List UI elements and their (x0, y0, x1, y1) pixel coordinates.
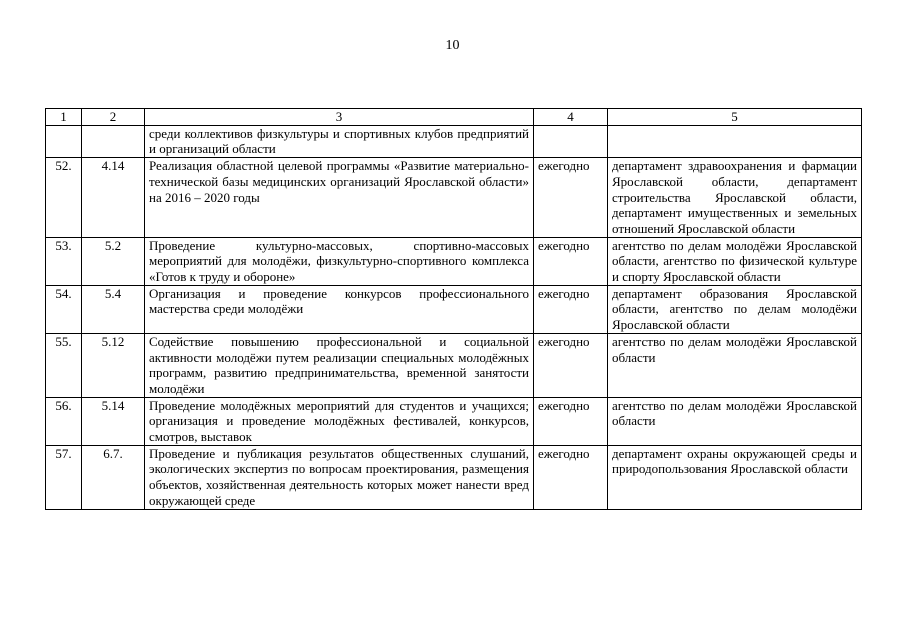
item-code-cell: 5.2 (82, 237, 145, 285)
table-row (46, 285, 862, 333)
period-cell (534, 125, 608, 157)
description-cell: Содействие повышению профессиональной и социальной активности молодёжи путем реализации специальных молодёжных программ, развитию предпринимательства, временной занятости молодёжи (145, 333, 534, 397)
table-row (46, 158, 862, 238)
column-header: 5 (608, 109, 862, 126)
responsible-cell: департамент здравоохранения и фармации Ярославской области, департамент строительства Ярославской области, департамент имущественных и земельных отношений Ярославской области (608, 158, 862, 238)
row-number-cell: 57. (46, 445, 82, 509)
row-number-cell: 52. (46, 158, 82, 238)
description-cell: Реализация областной целевой программы «Развитие материально-технической базы медицинских организаций Ярославской области» на 2016 – 2020 годы (145, 158, 534, 238)
item-code-cell: 4.14 (82, 158, 145, 238)
column-header: 2 (82, 109, 145, 126)
column-header: 4 (534, 109, 608, 126)
column-header: 3 (145, 109, 534, 126)
table-row (46, 237, 862, 285)
period-cell: ежегодно (534, 237, 608, 285)
row-number-cell (46, 125, 82, 157)
page-number: 10 (445, 38, 460, 53)
table-header-row (46, 109, 862, 126)
table-row (46, 397, 862, 445)
period-cell: ежегодно (534, 158, 608, 238)
row-number-cell: 56. (46, 397, 82, 445)
responsible-cell: агентство по делам молодёжи Ярославской области (608, 333, 862, 397)
responsible-cell: департамент образования Ярославской области, агентство по делам молодёжи Ярославской области (608, 285, 862, 333)
responsible-cell: агентство по делам молодёжи Ярославской области (608, 397, 862, 445)
row-number-cell: 55. (46, 333, 82, 397)
description-cell: Проведение и публикация результатов общественных слушаний, экологических экспертиз по вопросам проектирования, размещения объектов, хозяйственная деятельность которых может нанести вред окружающей среде (145, 445, 534, 509)
description-cell: Организация и проведение конкурсов профессионального мастерства среди молодёжи (145, 285, 534, 333)
row-number-cell: 53. (46, 237, 82, 285)
period-cell: ежегодно (534, 445, 608, 509)
item-code-cell: 5.12 (82, 333, 145, 397)
item-code-cell (82, 125, 145, 157)
period-cell: ежегодно (534, 397, 608, 445)
description-cell: Проведение молодёжных мероприятий для студентов и учащихся; организация и проведение молодёжных фестивалей, конкурсов, смотров, выставок (145, 397, 534, 445)
data-table (45, 108, 862, 510)
period-cell: ежегодно (534, 285, 608, 333)
item-code-cell: 6.7. (82, 445, 145, 509)
item-code-cell: 5.4 (82, 285, 145, 333)
responsible-cell: агентство по делам молодёжи Ярославской области, агентство по физической культуре и спорту Ярославской области (608, 237, 862, 285)
description-cell: среди коллективов физкультуры и спортивных клубов предприятий и организаций области (145, 125, 534, 157)
item-code-cell: 5.14 (82, 397, 145, 445)
row-number-cell: 54. (46, 285, 82, 333)
column-header: 1 (46, 109, 82, 126)
table-body (46, 109, 862, 510)
period-cell: ежегодно (534, 333, 608, 397)
responsible-cell: департамент охраны окружающей среды и природопользования Ярославской области (608, 445, 862, 509)
table-row (46, 445, 862, 509)
table-row (46, 333, 862, 397)
table-row (46, 125, 862, 157)
description-cell: Проведение культурно-массовых, спортивно-массовых мероприятий для молодёжи, физкультурно-спортивного комплекса «Готов к труду и обороне» (145, 237, 534, 285)
responsible-cell (608, 125, 862, 157)
